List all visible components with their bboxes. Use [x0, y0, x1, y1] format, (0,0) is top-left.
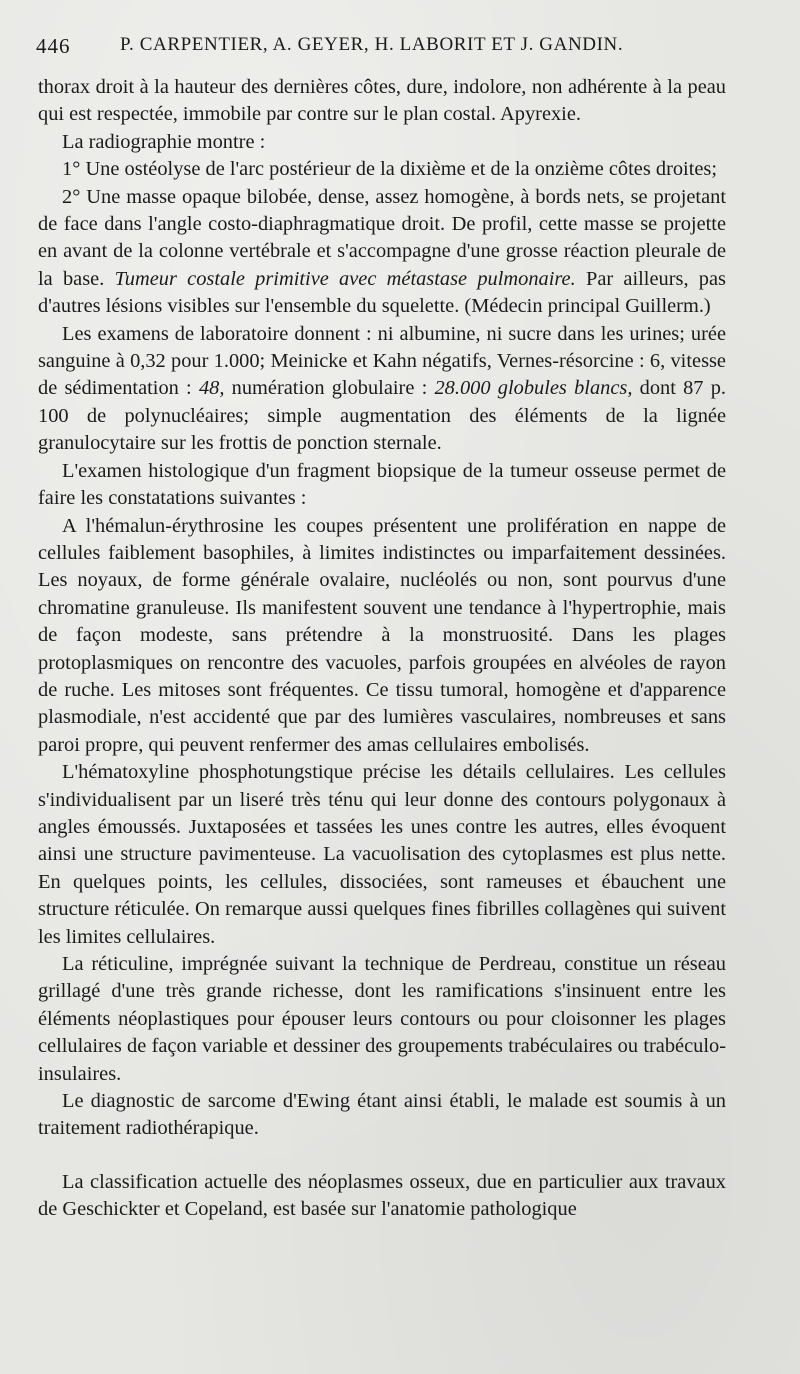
- paragraph-hemalun: A l'hémalun-érythrosine les coupes présentent une prolifération en nappe de cellules faiblement basophiles, à limites indistinctes ou imparfaitement dessinées. Les noyaux, de forme générale ovalaire, nucléolés ou non, sont pourvus d'une chromatine granuleuse. Ils manifestent souvent une tendance à l'hypertrophie, mais de façon modeste, sans prétendre à la monstruosité. Dans les plages protoplasmiques on rencontre des vacuoles, parfois groupées en alvéoles de rayon de ruche. Les mitoses sont fréquentes. Ce tissu tumoral, homogène et d'apparence plasmodiale, n'est accidenté que par des lumières vasculaires, nombreuses et sans paroi propre, qui peuvent renfermer des amas cellulaires embolisés.: [38, 514, 726, 756]
- paragraph-diagnosis: Le diagnostic de sarcome d'Ewing étant ainsi établi, le malade est soumis à un traitement radiothérapique.: [38, 1090, 726, 1140]
- paragraph-finding-1: 1° Une ostéolyse de l'arc postérieur de la dixième et de la onzième côtes droites;: [62, 158, 718, 181]
- paragraph-histology-intro: L'examen histologique d'un fragment biopsique de la tumeur osseuse permet de faire les constatations suivantes :: [38, 459, 726, 510]
- laboratory-text: Les examens de laboratoire donnent : ni albumine, ni sucre dans les urines; urée sanguine à 0,32 pour 1.000; Meinicke et Kahn négatifs, Vernes-résorcine : 6, vitesse de sédimentation :: [38, 322, 726, 400]
- laboratory-text-middle: numération globulaire :: [224, 377, 435, 400]
- paragraph-continuation: thorax droit à la hauteur des dernières côtes, dure, indolore, non adhérente à la peau qui est respectée, immobile par contre sur le plan costal. Apyrexie.: [38, 76, 726, 126]
- paragraph-laboratory: [38, 321, 726, 458]
- paragraph-reticuline: La réticuline, imprégnée suivant la technique de Perdreau, constitue un réseau grillagé d'une très grande richesse, dont les ramifications s'insinuent entre les éléments néoplastiques pour épouser leurs contours ou pour cloisonner les plages cellulaires de façon variable et dessiner des groupements trabéculaires ou trabéculo-insulaires.: [38, 953, 726, 1085]
- page-number: 446: [36, 34, 71, 58]
- paragraph-radiography-intro: La radiographie montre :: [62, 130, 266, 153]
- finding-2-diagnosis: Tumeur costale primitive avec métastase pulmonaire.: [114, 267, 576, 290]
- paragraph-classification: La classification actuelle des néoplasmes osseux, due en particulier aux travaux de Geschickter et Copeland, est basée sur l'anatomie pathologique: [38, 1170, 726, 1221]
- paragraph-hematoxyline: L'hématoxyline phosphotungstique précise les détails cellulaires. Les cellules s'individualisent par un liseré très ténu qui leur donne des contours polygonaux à angles émoussés. Juxtaposées et tassées les unes contre les autres, elles évoquent ainsi une structure pavimenteuse. La vacuolisation des cytoplasmes est plus nette. En quelques points, les cellules, dissociées, sont rameuses et ébauchent une structure réticulée. On remarque aussi quelques fines fibrilles collagènes qui suivent les limites cellulaires.: [38, 761, 726, 948]
- laboratory-text-end: dont 87 p. 100 de polynucléaires; simple augmentation des éléments de la lignée granulocytaire sur les frottis de ponction sternale.: [38, 377, 726, 455]
- sedimentation-value: 48,: [198, 377, 225, 400]
- finding-2-text: 2° Une masse opaque bilobée, dense, assez homogène, à bords nets, se projetant de face dans l'angle costo-diaphragmatique droit. De profil, cette masse se projette en avant de la colonne vertébrale et s'accompagne d'une grosse réaction pleurale de la base.: [38, 185, 726, 290]
- page-header: [36, 34, 740, 58]
- white-cell-count: 28.000 globules blancs,: [434, 377, 633, 400]
- finding-2-text-end: Par ailleurs, pas d'autres lésions visibles sur l'ensemble du squelette. (Médecin principal Guillerm.): [38, 267, 726, 318]
- paragraph-finding-2: [38, 184, 726, 321]
- running-head: P. CARPENTIER, A. GEYER, H. LABORIT ET J. GANDIN.: [120, 34, 624, 55]
- body-text: [38, 74, 726, 1224]
